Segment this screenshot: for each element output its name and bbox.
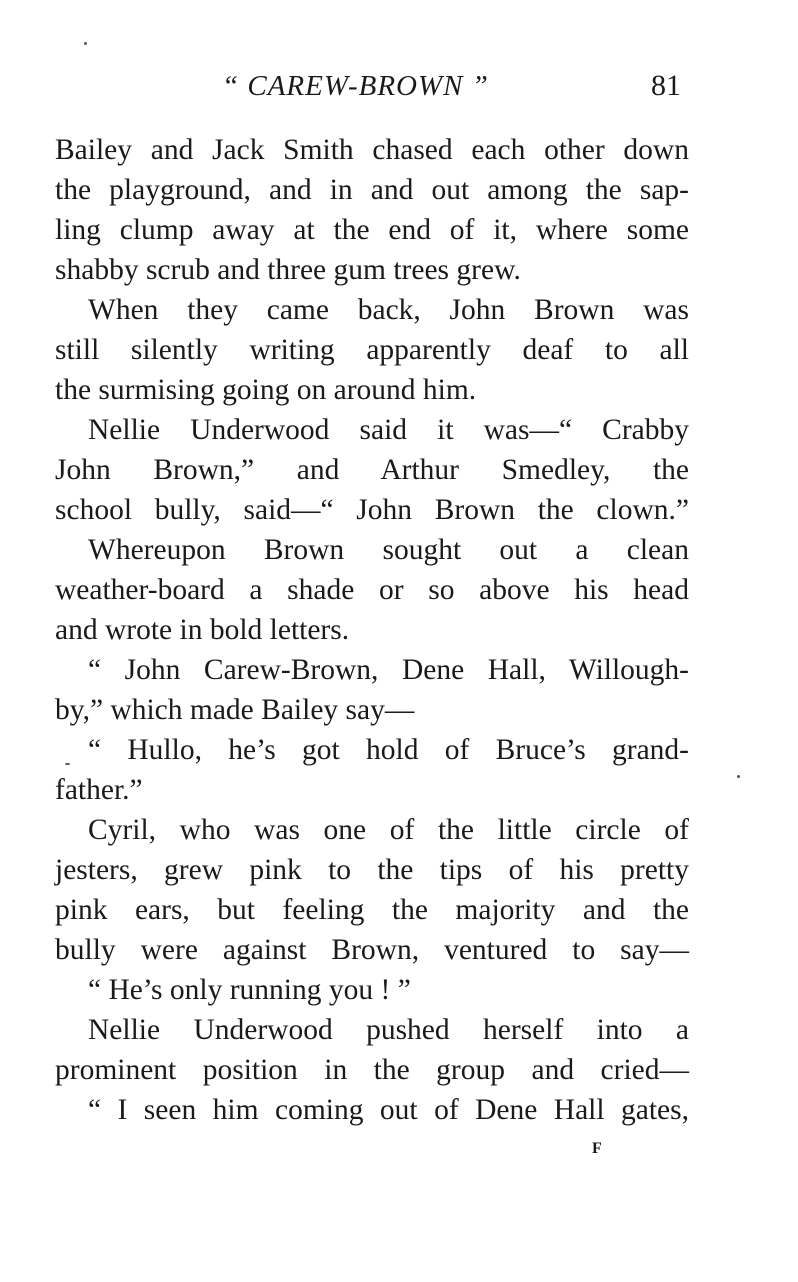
text-line: school bully, said—“ John Brown the clown.” <box>55 494 689 526</box>
text-line: “ I seen him coming out of Dene Hall gates, <box>88 1094 689 1126</box>
text-line: shabby scrub and three gum trees grew. <box>55 254 521 286</box>
text-line: still silently writing apparently deaf to all <box>55 334 689 366</box>
page-number: 81 <box>651 69 681 102</box>
text-line: “ John Carew-Brown, Dene Hall, Willough- <box>88 654 689 686</box>
paper-speck <box>65 763 70 765</box>
text-line: Nellie Underwood pushed herself into a <box>88 1014 689 1046</box>
signature-mark: F <box>592 1140 602 1157</box>
paper-speck <box>84 42 87 45</box>
body-text <box>55 130 689 1130</box>
text-line: by,” which made Bailey say— <box>55 694 415 726</box>
text-line: the playground, and in and out among the sap- <box>55 174 689 206</box>
text-line: and wrote in bold letters. <box>55 614 350 646</box>
running-head <box>0 66 798 106</box>
text-line: prominent position in the group and cried— <box>55 1054 689 1086</box>
text-line: jesters, grew pink to the tips of his pretty <box>55 854 689 886</box>
text-line: “ Hullo, he’s got hold of Bruce’s grand- <box>88 734 689 766</box>
text-line: Nellie Underwood said it was—“ Crabby <box>88 414 689 446</box>
text-line: ling clump away at the end of it, where some <box>55 214 689 246</box>
text-line: Cyril, who was one of the little circle of <box>88 814 689 846</box>
text-line: When they came back, John Brown was <box>88 294 689 326</box>
text-line: pink ears, but feeling the majority and the <box>55 894 689 926</box>
text-line: Bailey and Jack Smith chased each other down <box>55 134 689 166</box>
text-line: “ He’s only running you ! ” <box>88 974 411 1006</box>
text-line: weather-board a shade or so above his head <box>55 574 689 606</box>
paper-speck <box>737 775 740 778</box>
text-line: the surmising going on around him. <box>55 374 477 406</box>
running-title: “ CAREW-BROWN ” <box>222 70 489 102</box>
text-line: Whereupon Brown sought out a clean <box>88 534 689 566</box>
text-line: father.” <box>55 774 143 806</box>
text-line: bully were against Brown, ventured to say— <box>55 934 689 966</box>
text-line: John Brown,” and Arthur Smedley, the <box>55 454 689 486</box>
